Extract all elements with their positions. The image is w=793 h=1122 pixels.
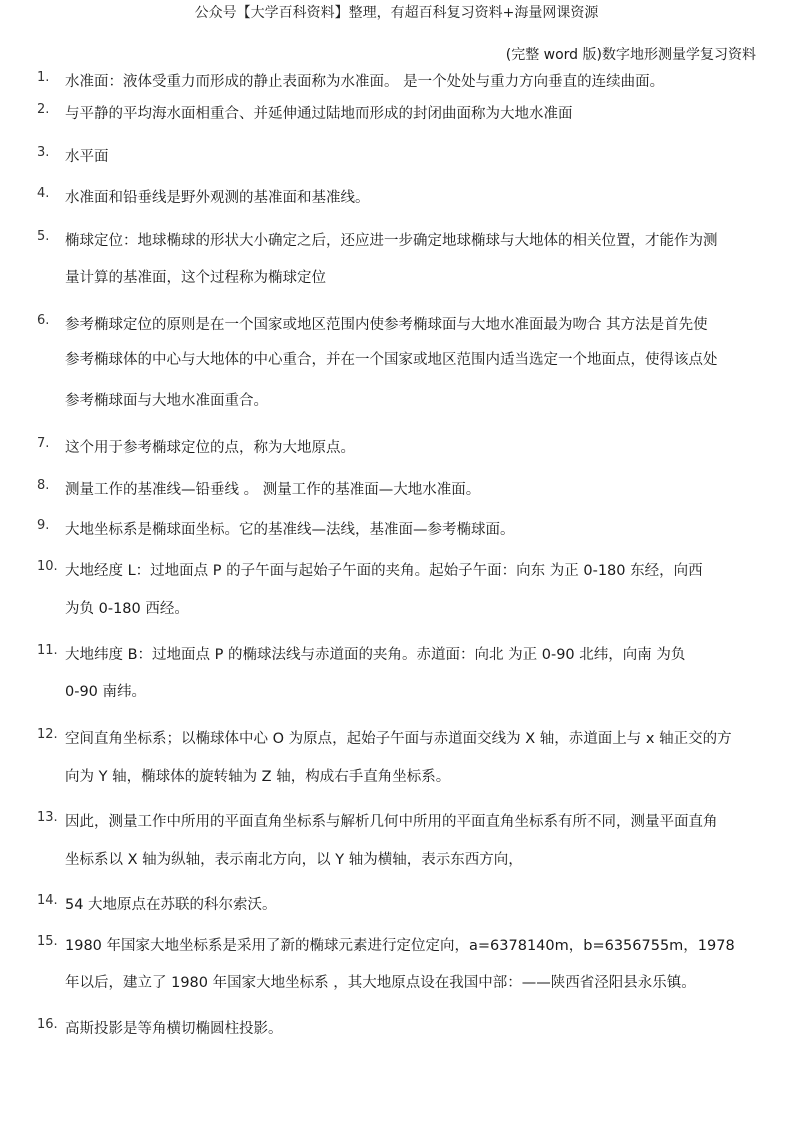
item-number: 1.	[37, 70, 50, 85]
item-text: 空间直角坐标系；以椭球体中心 O 为原点，起始子午面与赤道面交线为 X 轴，赤道面上与 x 轴正交的方	[65, 731, 732, 747]
item-number: 14.	[37, 893, 58, 908]
item-number: 7.	[37, 436, 50, 451]
item-text: 大地纬度 B：过地面点 P 的椭球法线与赤道面的夹角。赤道面：向北 为正 0-90 北纬，向南 为负	[65, 647, 686, 663]
item-text: 1980 年国家大地坐标系是采用了新的椭球元素进行定位定向，a=6378140m，b=6356755m，1978	[65, 938, 735, 954]
item-number: 5.	[37, 229, 50, 244]
item-number: 6.	[37, 313, 50, 328]
item-text: 水准面和铅垂线是野外观测的基准面和基准线。	[65, 190, 370, 206]
item-text: 与平静的平均海水面相重合、并延伸通过陆地而形成的封闭曲面称为大地水准面	[65, 106, 573, 122]
watermark-header: 公众号【大学百科资料】整理，有超百科复习资料+海量网课资源	[194, 5, 599, 21]
item-text: 参考椭球体的中心与大地体的中心重合，并在一个国家或地区范围内适当选定一个地面点，使得该点处	[65, 352, 718, 368]
item-number: 12.	[37, 727, 58, 742]
item-number: 10.	[37, 559, 58, 574]
item-text: 0-90 南纬。	[65, 684, 147, 700]
item-text: 测量工作的基准线—铅垂线 。 测量工作的基准面—大地水准面。	[65, 482, 481, 498]
item-text: 年以后，建立了 1980 年国家大地坐标系 ，其大地原点设在我国中部：——陕西省泾阳县永乐镇。	[65, 975, 696, 991]
item-number: 4.	[37, 186, 50, 201]
item-number: 11.	[37, 643, 58, 658]
item-text: 向为 Y 轴，椭球体的旋转轴为 Z 轴，构成右手直角坐标系。	[65, 769, 451, 785]
item-text: 高斯投影是等角横切椭圆柱投影。	[65, 1021, 283, 1037]
item-text: 参考椭球定位的原则是在一个国家或地区范围内使参考椭球面与大地水准面最为吻合 其方法是首先使	[65, 317, 708, 333]
document-title: (完整 word 版)数字地形测量学复习资料	[505, 47, 756, 63]
item-number: 13.	[37, 810, 58, 825]
item-text: 椭球定位：地球椭球的形状大小确定之后，还应进一步确定地球椭球与大地体的相关位置，才能作为测	[65, 233, 718, 249]
item-number: 3.	[37, 145, 50, 160]
item-text: 为负 0-180 西经。	[65, 601, 189, 617]
item-number: 8.	[37, 478, 50, 493]
item-text: 大地坐标系是椭球面坐标。它的基准线—法线，基准面—参考椭球面。	[65, 522, 515, 538]
item-text: 水平面	[65, 149, 109, 165]
item-text: 因此，测量工作中所用的平面直角坐标系与解析几何中所用的平面直角坐标系有所不同，测量平面直角	[65, 814, 718, 830]
item-text: 水准面：液体受重力而形成的静止表面称为水准面。 是一个处处与重力方向垂直的连续曲面。	[65, 74, 665, 90]
item-number: 2.	[37, 102, 50, 117]
item-number: 9.	[37, 518, 50, 533]
item-number: 15.	[37, 934, 58, 949]
item-text: 量计算的基准面，这个过程称为椭球定位	[65, 270, 326, 286]
item-text: 54 大地原点在苏联的科尔索沃。	[65, 897, 277, 913]
item-text: 这个用于参考椭球定位的点，称为大地原点。	[65, 440, 355, 456]
item-number: 16.	[37, 1017, 58, 1032]
item-text: 坐标系以 X 轴为纵轴，表示南北方向，以 Y 轴为横轴，表示东西方向，	[65, 852, 523, 868]
item-text: 大地经度 L：过地面点 P 的子午面与起始子午面的夹角。起始子午面：向东 为正 0-180 东经，向西	[65, 563, 703, 579]
item-text: 参考椭球面与大地水准面重合。	[65, 393, 268, 409]
